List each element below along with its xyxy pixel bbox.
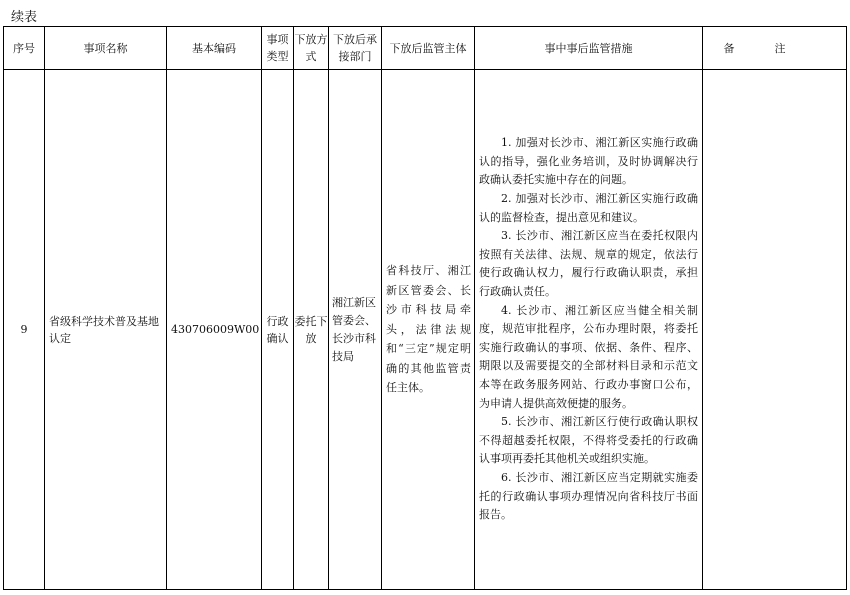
- measure-item: 2. 加强对长沙市、湘江新区实施行政确认的监督检查，提出意见和建议。: [479, 192, 698, 224]
- measure-item: 4. 长沙市、湘江新区应当健全相关制度，规范审批程序，公布办理时限，将委托实施行政确认的事项、依据、条件、程序、期限以及需要提交的全部材料目录和示范文本等在政务服务网站、行政办事窗口公布，为申请人提供高效便捷的服务。: [479, 303, 698, 410]
- cell-name: 省级科学技术普及基地认定: [45, 70, 167, 590]
- cell-method: 委托下放: [294, 70, 329, 590]
- supervisor-text: 省科技厅、湘江新区管委会、长沙市科技局牵头，法律法规和“三定”规定明确的其他监管责任主体。: [386, 264, 471, 395]
- measure-item: 5. 长沙市、湘江新区行使行政确认职权不得超越委托权限，不得将受委托的行政确认事项再委托其他机关或组织实施。: [479, 415, 698, 466]
- header-type: 事项类型: [262, 27, 294, 70]
- header-measures: 事中事后监管措施: [475, 27, 703, 70]
- header-name: 事项名称: [45, 27, 167, 70]
- delegation-table: [3, 26, 847, 590]
- table-caption: 续表: [11, 10, 38, 25]
- header-remark: 备注: [703, 27, 847, 70]
- table-row: [4, 70, 847, 590]
- table-header-row: [4, 27, 847, 70]
- measure-item: 3. 长沙市、湘江新区应当在委托权限内按照有关法律、法规、规章的规定，依法行使行政确认权力，履行行政确认职责，承担行政确认责任。: [479, 229, 698, 299]
- header-supervisor: 下放后监管主体: [382, 27, 475, 70]
- cell-dept: 湘江新区管委会、长沙市科技局: [329, 70, 382, 590]
- cell-seq: 9: [4, 70, 45, 590]
- cell-measures: [475, 70, 703, 590]
- cell-remark: [703, 70, 847, 590]
- measure-item: 1. 加强对长沙市、湘江新区实施行政确认的指导，强化业务培训，及时协调解决行政确认委托实施中存在的问题。: [479, 136, 698, 187]
- measure-item: 6. 长沙市、湘江新区应当定期就实施委托的行政确认事项办理情况向省科技厅书面报告。: [479, 470, 698, 522]
- cell-type: 行政确认: [262, 70, 294, 590]
- cell-code: 430706009W00: [167, 70, 262, 590]
- header-method: 下放方式: [294, 27, 329, 70]
- cell-supervisor: [382, 70, 475, 590]
- header-code: 基本编码: [167, 27, 262, 70]
- header-seq: 序号: [4, 27, 45, 70]
- header-dept: 下放后承接部门: [329, 27, 382, 70]
